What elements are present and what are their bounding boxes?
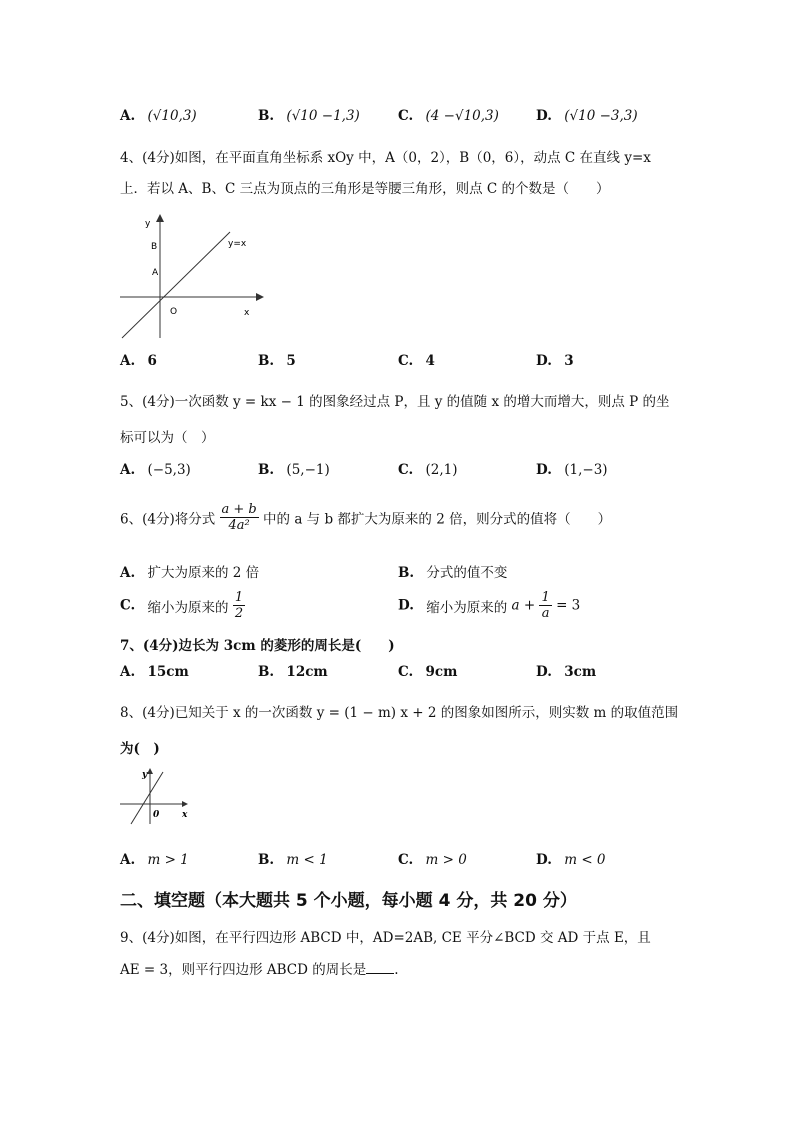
section-title: 二、填空题（本大题共 5 个小题，每小题 4 分，共 20 分） [120,891,577,911]
option-text: 4 [425,353,435,369]
option-text: 缩小为原来的 [147,599,229,616]
line-y-equals-x [122,232,230,338]
option-letter: C. [120,597,136,614]
option-letter: D. [398,597,414,614]
q8-option-c [398,852,467,868]
option-letter: A. [120,353,136,369]
y-axis-arrow [156,214,164,222]
q7-option-b [258,664,328,680]
option-letter: D. [536,462,552,478]
option-letter: D. [536,852,552,868]
q6-fraction [220,502,259,533]
option-c-fraction [233,590,245,621]
q9-line2-end: . [394,962,399,978]
x-label: x [244,308,250,318]
q5-stem-line1: 5、(4分)一次函数 y = kx − 1 的图象经过点 P，且 y 的值随 x 的增大而增大，则点 P 的坐 [120,394,670,410]
fraction-numerator: 1 [234,590,244,605]
q5-option-d [536,462,608,478]
option-text: 15cm [147,664,189,680]
q5-option-b [258,462,330,478]
q8-option-d [536,852,606,868]
option-text: m > 0 [425,852,467,868]
option-letter: B. [258,353,275,369]
q3-option-b [258,108,360,124]
point-a-label: A [152,268,159,278]
option-letter: B. [398,565,415,581]
origin-label: 0 [153,810,160,820]
option-letter: A. [120,664,136,680]
option-d-expr-post: = 3 [556,597,581,614]
q3-option-d [536,108,638,124]
q8-stem-line2: 为( ) [120,741,160,757]
q7-stem: 7、(4分)边长为 3cm 的菱形的周长是( ) [120,638,395,654]
option-text: (√10,3) [147,108,197,124]
option-text: 3 [564,353,574,369]
fraction-denominator: 2 [234,606,244,621]
q8-stem-line1: 8、(4分)已知关于 x 的一次函数 y = (1 − m) x + 2 的图象如图所示，则实数 m 的取值范围 [120,705,679,721]
option-text: 12cm [286,664,328,680]
option-text: m < 0 [564,852,606,868]
q6-stem [120,502,611,533]
q6-option-d [398,590,580,621]
option-text: (2,1) [425,462,458,478]
option-text: (1,−3) [564,462,608,478]
option-text: m < 1 [286,852,328,868]
q8-figure [118,766,193,828]
q4-figure [118,210,268,345]
fraction-numerator: a + b [221,502,257,517]
q3-option-c [398,108,499,124]
option-letter: A. [120,852,136,868]
option-letter: C. [398,353,414,369]
option-text: (−5,3) [147,462,191,478]
y-label: y [145,219,151,229]
option-text: 缩小为原来的 [426,599,508,616]
q4-option-a [120,353,157,369]
q6-option-b [398,561,507,581]
option-text: (√10 −1,3) [286,108,360,124]
option-letter: C. [398,852,414,868]
q7-option-a [120,664,189,680]
q6-option-a [120,561,259,581]
q6-suffix: 中的 a 与 b 都扩大为原来的 2 倍，则分式的值将（ ） [263,511,612,528]
option-letter: D. [536,664,552,680]
answer-blank[interactable] [366,961,394,974]
q4-option-d [536,353,574,369]
option-text: 9cm [425,664,458,680]
option-text: 5 [286,353,296,369]
x-axis-arrow [256,293,264,301]
q6-prefix: 6、(4分)将分式 [120,511,216,528]
option-d-expr-pre: a + [511,597,536,614]
option-letter: B. [258,664,275,680]
option-d-fraction [539,590,551,621]
option-text: (4 −√10,3) [425,108,499,124]
q7-option-d [536,664,596,680]
q4-stem-line2: 上．若以 A、B、C 三点为顶点的三角形是等腰三角形，则点 C 的个数是（ ） [120,181,610,197]
q4-option-b [258,353,296,369]
x-label: x [182,810,188,820]
x-axis-arrow [182,801,188,807]
option-letter: B. [258,108,275,124]
option-text: m > 1 [147,852,189,868]
q8-option-b [258,852,328,868]
q7-option-c [398,664,457,680]
q9-line2-text: AE = 3，则平行四边形 ABCD 的周长是 [120,962,367,978]
option-text: (√10 −3,3) [564,108,638,124]
point-b-label: B [151,242,158,252]
option-letter: C. [398,108,414,124]
q5-option-a [120,462,191,478]
line-label: y=x [228,239,247,249]
option-letter: C. [398,462,414,478]
option-letter: D. [536,353,552,369]
y-label: y [142,770,148,780]
q3-option-a [120,108,197,124]
fraction-denominator: a [541,606,550,621]
q8-option-a [120,852,189,868]
q4-stem-line1: 4、(4分)如图，在平面直角坐标系 xOy 中，A（0，2），B（0，6），动点 C 在直线 y=x [120,150,651,166]
fraction-denominator: 4a² [228,518,250,533]
origin-label: O [170,307,178,317]
option-text: 6 [147,353,157,369]
q6-option-c [120,590,245,621]
option-text: (5,−1) [286,462,330,478]
option-letter: D. [536,108,552,124]
option-letter: B. [258,852,275,868]
q5-option-c [398,462,458,478]
fraction-numerator: 1 [541,590,550,605]
option-letter: C. [398,664,414,680]
q4-option-c [398,353,435,369]
option-letter: B. [258,462,275,478]
option-letter: A. [120,462,136,478]
y-axis-arrow [147,768,153,774]
option-text: 扩大为原来的 2 倍 [147,565,260,581]
q9-stem-line2 [120,958,399,978]
option-letter: A. [120,108,136,124]
q9-stem-line1: 9、(4分)如图，在平行四边形 ABCD 中，AD=2AB, CE 平分∠BCD 交 AD 于点 E，且 [120,930,651,946]
option-text: 3cm [564,664,597,680]
option-text: 分式的值不变 [426,565,508,581]
option-letter: A. [120,565,136,581]
q5-stem-line2: 标可以为（ ） [120,430,215,446]
